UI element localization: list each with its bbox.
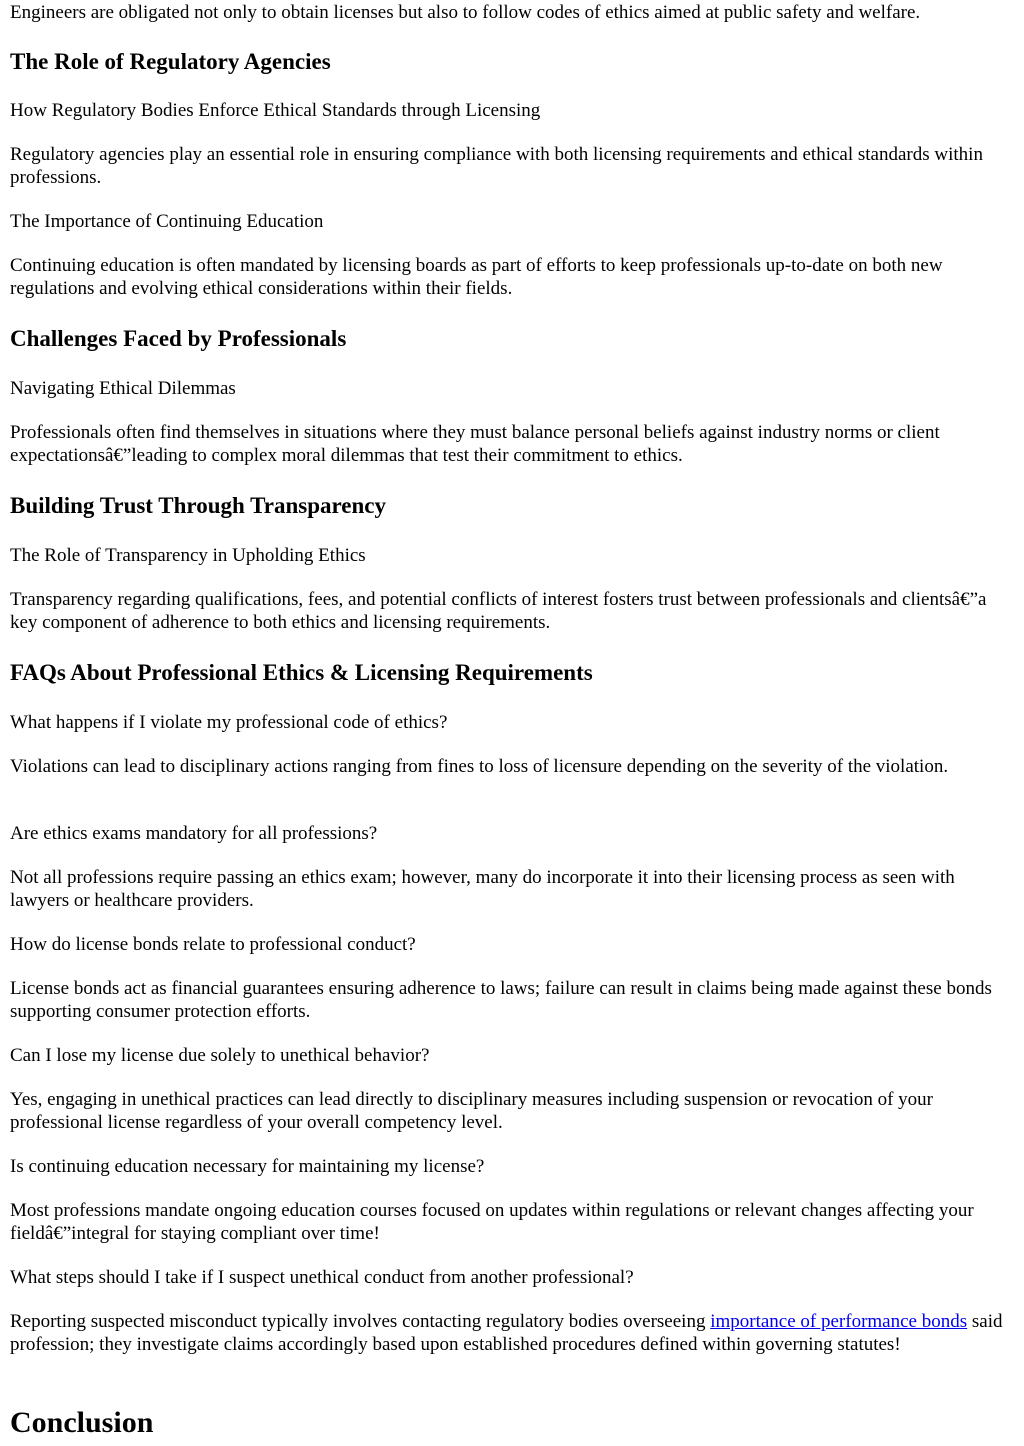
paragraph-ethical-dilemmas: Professionals often find themselves in situations where they must balance personal beliefs against industry norms or client expectationsâ€”leading to complex moral dilemmas that test their commitment to ethics. — [10, 422, 940, 466]
subheading-enforce-standards: How Regulatory Bodies Enforce Ethical Standards through Licensing — [10, 100, 541, 121]
faq-answer: Violations can lead to disciplinary actions ranging from fines to loss of licensure depending on the severity of the violation. — [10, 756, 949, 777]
faq-question: What happens if I violate my professional code of ethics? — [10, 712, 448, 733]
faq-answer: Not all professions require passing an ethics exam; however, many do incorporate it into their licensing process as seen with lawyers or healthcare providers. — [10, 867, 955, 911]
heading-conclusion: Conclusion — [10, 1406, 154, 1439]
intro-paragraph: Engineers are obligated not only to obtain licenses but also to follow codes of ethics aimed at public safety and welfare. — [10, 2, 921, 23]
paragraph-continuing-education: Continuing education is often mandated by licensing boards as part of efforts to keep professionals up-to-date on both new regulations and evolving ethical considerations within their fields. — [10, 255, 943, 299]
subheading-continuing-education: The Importance of Continuing Education — [10, 211, 324, 232]
faq-answer: License bonds act as financial guarantees ensuring adherence to laws; failure can result in claims being made against these bonds supporting consumer protection efforts. — [10, 978, 992, 1022]
performance-bonds-link[interactable]: importance of performance bonds — [710, 1311, 968, 1332]
heading-building-trust: Building Trust Through Transparency — [10, 493, 387, 518]
faq-question: Can I lose my license due solely to unethical behavior? — [10, 1045, 430, 1066]
faq-question: How do license bonds relate to professional conduct? — [10, 934, 416, 955]
paragraph-transparency: Transparency regarding qualifications, fees, and potential conflicts of interest fosters trust between professionals and clientsâ€”a key component of adherence to both ethics and licensing requirements. — [10, 589, 987, 633]
faq-question: What steps should I take if I suspect unethical conduct from another professional? — [10, 1267, 634, 1288]
faq-answer-text-before: Reporting suspected misconduct typically involves contacting regulatory bodies overseeing — [10, 1311, 711, 1332]
subheading-transparency: The Role of Transparency in Upholding Ethics — [10, 545, 366, 566]
faq-question: Is continuing education necessary for maintaining my license? — [10, 1156, 485, 1177]
paragraph-regulatory-compliance: Regulatory agencies play an essential role in ensuring compliance with both licensing requirements and ethical standards within professions. — [10, 144, 983, 188]
faq-answer-text-after: said profession; they investigate claims accordingly based upon established procedures defined within governing statutes! — [10, 1311, 1003, 1355]
faq-answer-with-link — [10, 1310, 1016, 1356]
faq-question: Are ethics exams mandatory for all professions? — [10, 823, 378, 844]
heading-challenges: Challenges Faced by Professionals — [10, 326, 347, 351]
faq-answer: Yes, engaging in unethical practices can lead directly to disciplinary measures including suspension or revocation of your professional license regardless of your overall competency level. — [10, 1089, 934, 1133]
faq-answer: Most professions mandate ongoing education courses focused on updates within regulations or relevant changes affecting your fieldâ€”integral for staying compliant over time! — [10, 1200, 974, 1244]
heading-faqs: FAQs About Professional Ethics & Licensing Requirements — [10, 660, 593, 685]
heading-regulatory-agencies: The Role of Regulatory Agencies — [10, 49, 331, 74]
subheading-ethical-dilemmas: Navigating Ethical Dilemmas — [10, 378, 236, 399]
